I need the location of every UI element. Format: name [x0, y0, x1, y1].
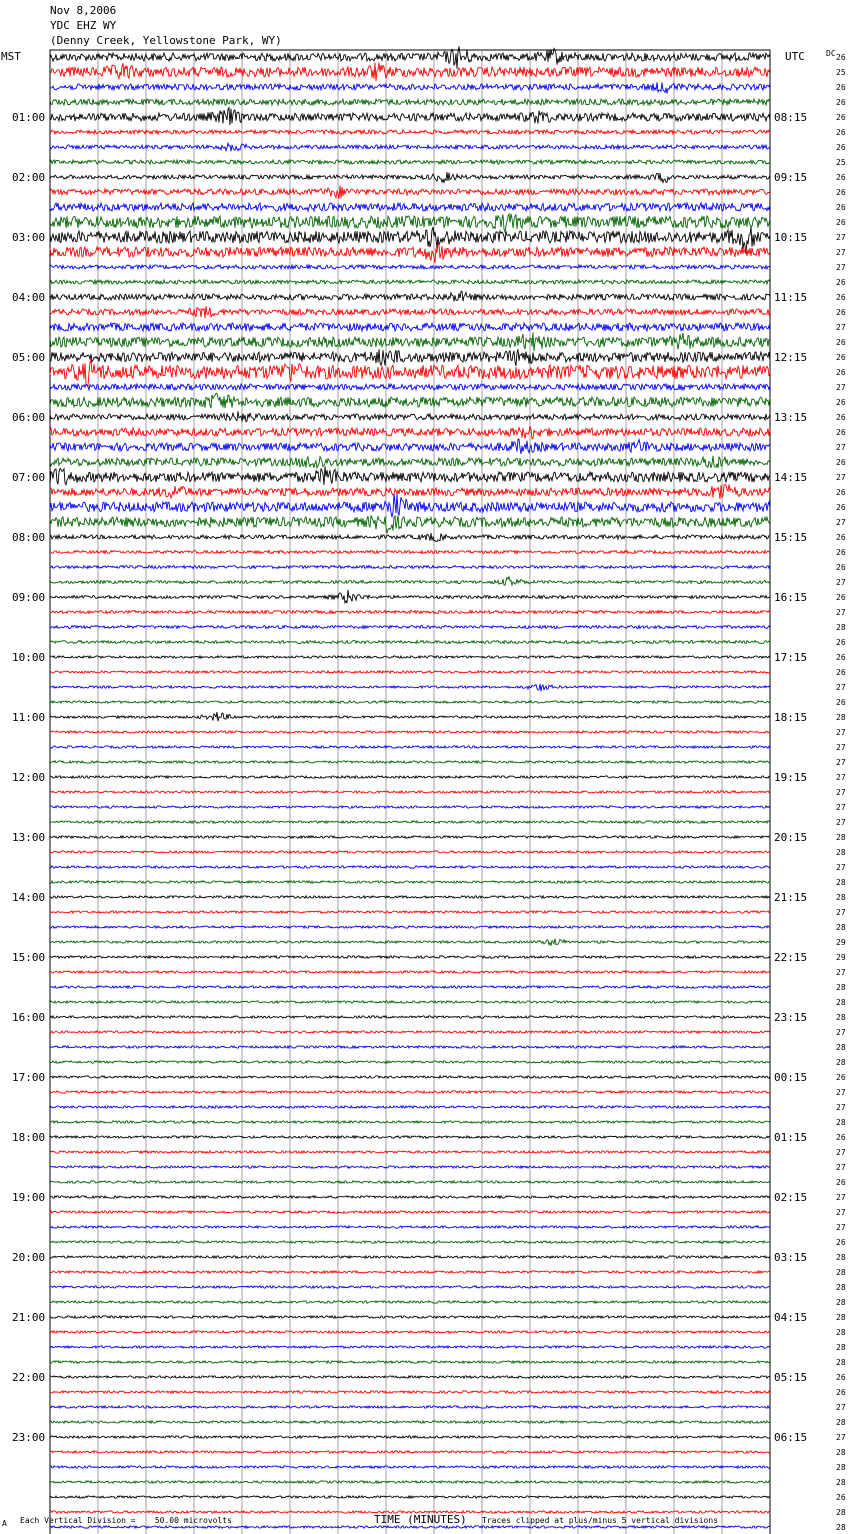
trace-line: [50, 986, 770, 988]
right-time-label: 03:15: [774, 1251, 808, 1264]
trace-line: [50, 1196, 770, 1198]
trace-line: [50, 203, 770, 211]
dc-offset-label: 26: [836, 1073, 846, 1082]
dc-offset-label: 28: [836, 1298, 846, 1307]
trace-line: [50, 99, 770, 105]
dc-offset-label: 27: [836, 608, 846, 617]
dc-offset-label: 27: [836, 683, 846, 692]
dc-offset-label: 28: [836, 1118, 846, 1127]
trace-line: [50, 1346, 770, 1348]
trace-line: [50, 866, 770, 868]
trace-line: [50, 265, 770, 269]
right-time-label: 01:15: [774, 1131, 808, 1144]
left-time-label: 03:00: [12, 231, 46, 244]
dc-offset-label: 26: [836, 458, 846, 467]
dc-offset-label: 27: [836, 818, 846, 827]
trace-line: [50, 332, 770, 351]
trace-line: [50, 1466, 770, 1468]
trace-line: [50, 384, 770, 390]
dc-offset-label: 28: [836, 1343, 846, 1352]
right-time-label: 14:15: [774, 471, 808, 484]
trace-line: [50, 1286, 770, 1288]
right-time-label: 20:15: [774, 831, 808, 844]
right-time-label: 00:15: [774, 1071, 808, 1084]
dc-offset-label: 26: [836, 218, 846, 227]
trace-line: [50, 1016, 770, 1018]
dc-offset-label: 27: [836, 1028, 846, 1037]
dc-offset-label: 27: [836, 788, 846, 797]
right-time-label: 04:15: [774, 1311, 808, 1324]
dc-offset-label: 26: [836, 368, 846, 377]
dc-offset-label: 27: [836, 908, 846, 917]
dc-offset-label: 26: [836, 653, 846, 662]
trace-line: [50, 1331, 770, 1333]
dc-offset-label: 26: [836, 1388, 846, 1397]
dc-offset-label: 28: [836, 848, 846, 857]
trace-line: [50, 1406, 770, 1408]
trace-line: [50, 1496, 770, 1498]
dc-offset-label: 27: [836, 233, 846, 242]
dc-offset-label: 27: [836, 578, 846, 587]
trace-line: [50, 393, 770, 408]
trace-line: [50, 1436, 770, 1438]
dc-offset-label: 26: [836, 548, 846, 557]
trace-line: [50, 712, 770, 721]
trace-line: [50, 1256, 770, 1258]
trace-line: [50, 1361, 770, 1363]
dc-offset-label: 27: [836, 443, 846, 452]
dc-offset-label: 26: [836, 428, 846, 437]
dc-offset-label: 28: [836, 833, 846, 842]
dc-offset-label: 29: [836, 938, 846, 947]
left-time-label: 11:00: [12, 711, 46, 724]
trace-line: [50, 731, 770, 733]
dc-offset-label: 26: [836, 143, 846, 152]
right-time-label: 16:15: [774, 591, 808, 604]
dc-offset-label: 28: [836, 1448, 846, 1457]
left-time-label: 21:00: [12, 1311, 46, 1324]
dc-offset-label: 26: [836, 188, 846, 197]
right-time-label: 13:15: [774, 411, 808, 424]
trace-line: [50, 821, 770, 823]
left-time-label: 13:00: [12, 831, 46, 844]
dc-offset-label: 26: [836, 1133, 846, 1142]
right-time-label: 22:15: [774, 951, 808, 964]
dc-offset-label: 27: [836, 263, 846, 272]
trace-line: [50, 1271, 770, 1273]
trace-line: [50, 484, 770, 499]
trace-line: [50, 551, 770, 554]
dc-offset-label: 26: [836, 413, 846, 422]
dc-offset-label: 26: [836, 1238, 846, 1247]
left-time-label: 14:00: [12, 891, 46, 904]
trace-line: [50, 360, 770, 386]
trace-line: [50, 439, 770, 454]
trace-line: [50, 1241, 770, 1243]
dc-offset-label: 27: [836, 758, 846, 767]
trace-line: [50, 426, 770, 439]
left-time-label: 06:00: [12, 411, 46, 424]
dc-offset-label: 26: [836, 173, 846, 182]
right-time-label: 21:15: [774, 891, 808, 904]
footer-mark: A: [2, 1519, 7, 1528]
dc-offset-label: 28: [836, 1523, 846, 1532]
trace-line: [50, 494, 770, 518]
trace-line: [50, 186, 770, 199]
dc-offset-label: 26: [836, 1493, 846, 1502]
dc-offset-label: 27: [836, 1433, 846, 1442]
dc-offset-label: 28: [836, 893, 846, 902]
right-time-label: 11:15: [774, 291, 808, 304]
trace-line: [50, 1106, 770, 1108]
trace-line: [50, 1376, 770, 1378]
trace-line: [50, 761, 770, 763]
dc-offset-label: 28: [836, 1043, 846, 1052]
dc-offset-label: 26: [836, 98, 846, 107]
trace-line: [50, 1076, 770, 1078]
trace-line: [50, 1421, 770, 1423]
dc-offset-label: 26: [836, 668, 846, 677]
dc-offset-label: 27: [836, 1193, 846, 1202]
dc-offset-label: 28: [836, 1268, 846, 1277]
left-time-label: 01:00: [12, 111, 46, 124]
dc-offset-label: 28: [836, 1478, 846, 1487]
trace-line: [50, 806, 770, 808]
dc-offset-label: 28: [836, 1463, 846, 1472]
trace-line: [50, 1481, 770, 1483]
right-time-label: 09:15: [774, 171, 808, 184]
dc-offset-label: 26: [836, 338, 846, 347]
dc-offset-label: 27: [836, 518, 846, 527]
trace-line: [50, 280, 770, 284]
date-label: Nov 8,2006: [50, 4, 117, 17]
trace-line: [50, 160, 770, 164]
trace-line: [50, 791, 770, 793]
trace-line: [50, 1451, 770, 1453]
dc-offset-label: 26: [836, 83, 846, 92]
trace-line: [50, 143, 770, 151]
x-axis-title: TIME (MINUTES): [374, 1513, 467, 1526]
left-time-label: 16:00: [12, 1011, 46, 1024]
dc-offset-label: 27: [836, 743, 846, 752]
trace-line: [50, 1136, 770, 1138]
dc-offset-label: 27: [836, 1163, 846, 1172]
left-time-label: 08:00: [12, 531, 46, 544]
dc-offset-label: 26: [836, 128, 846, 137]
dc-offset-label: 28: [836, 1253, 846, 1262]
left-timezone-label: MST: [1, 50, 21, 63]
dc-offset-label: 26: [836, 53, 846, 62]
dc-offset-label: 27: [836, 968, 846, 977]
trace-line: [50, 641, 770, 644]
dc-offset-label: 26: [836, 278, 846, 287]
trace-line: [50, 456, 770, 468]
dc-offset-label: 26: [836, 398, 846, 407]
dc-offset-label: 27: [836, 1103, 846, 1112]
trace-line: [50, 956, 770, 958]
dc-offset-label: 26: [836, 1373, 846, 1382]
trace-line: [50, 466, 770, 485]
trace-line: [50, 939, 770, 946]
dc-offset-label: 26: [836, 533, 846, 542]
trace-line: [50, 214, 770, 232]
dc-offset-label: 27: [836, 773, 846, 782]
left-time-label: 19:00: [12, 1191, 46, 1204]
trace-line: [50, 82, 770, 93]
trace-line: [50, 1391, 770, 1393]
left-time-label: 17:00: [12, 1071, 46, 1084]
left-time-label: 18:00: [12, 1131, 46, 1144]
trace-line: [50, 1166, 770, 1168]
trace-line: [50, 1151, 770, 1153]
trace-line: [50, 1031, 770, 1033]
left-time-label: 09:00: [12, 591, 46, 604]
trace-line: [50, 172, 770, 183]
dc-offset-label: 27: [836, 863, 846, 872]
trace-line: [50, 911, 770, 913]
dc-offset-label: 28: [836, 998, 846, 1007]
trace-line: [50, 926, 770, 928]
dc-offset-label: 27: [836, 803, 846, 812]
dc-offset-label: 27: [836, 323, 846, 332]
dc-offset-label: 26: [836, 593, 846, 602]
trace-line: [50, 1526, 770, 1528]
dc-offset-label: 27: [836, 1148, 846, 1157]
left-time-label: 12:00: [12, 771, 46, 784]
dc-offset-label: 26: [836, 293, 846, 302]
trace-line: [50, 611, 770, 614]
trace-line: [50, 836, 770, 838]
dc-offset-label: 28: [836, 1313, 846, 1322]
trace-line: [50, 896, 770, 898]
trace-line: [50, 63, 770, 82]
right-time-label: 17:15: [774, 651, 808, 664]
right-time-label: 05:15: [774, 1371, 808, 1384]
dc-offset-label: 28: [836, 923, 846, 932]
trace-line: [50, 1226, 770, 1228]
dc-offset-label: 27: [836, 473, 846, 482]
dc-offset-label: 26: [836, 308, 846, 317]
dc-offset-label: 25: [836, 68, 846, 77]
dc-offset-label: 28: [836, 878, 846, 887]
left-time-label: 04:00: [12, 291, 46, 304]
trace-line: [50, 1046, 770, 1048]
location-label: (Denny Creek, Yellowstone Park, WY): [50, 34, 282, 47]
dc-offset-header: DC: [826, 49, 836, 58]
dc-offset-label: 27: [836, 1208, 846, 1217]
left-time-label: 07:00: [12, 471, 46, 484]
trace-line: [50, 1211, 770, 1213]
dc-offset-label: 27: [836, 1223, 846, 1232]
trace-line: [50, 881, 770, 883]
station-label: YDC EHZ WY: [50, 19, 117, 32]
trace-line: [50, 566, 770, 569]
left-time-label: 22:00: [12, 1371, 46, 1384]
dc-offset-label: 26: [836, 563, 846, 572]
trace-line: [50, 516, 770, 534]
trace-line: [50, 411, 770, 422]
dc-offset-label: 26: [836, 638, 846, 647]
dc-offset-label: 27: [836, 1403, 846, 1412]
right-time-label: 02:15: [774, 1191, 808, 1204]
dc-offset-label: 26: [836, 503, 846, 512]
trace-line: [50, 671, 770, 673]
dc-offset-label: 27: [836, 1088, 846, 1097]
left-time-label: 23:00: [12, 1431, 46, 1444]
dc-offset-label: 28: [836, 713, 846, 722]
dc-offset-label: 26: [836, 203, 846, 212]
trace-line: [50, 244, 770, 264]
left-time-label: 20:00: [12, 1251, 46, 1264]
trace-line: [50, 291, 770, 301]
trace-line: [50, 746, 770, 748]
trace-line: [50, 701, 770, 703]
dc-offset-label: 26: [836, 1178, 846, 1187]
right-time-label: 23:15: [774, 1011, 808, 1024]
right-time-label: 12:15: [774, 351, 808, 364]
trace-line: [50, 656, 770, 658]
dc-offset-label: 28: [836, 1358, 846, 1367]
dc-offset-label: 26: [836, 113, 846, 122]
left-time-label: 02:00: [12, 171, 46, 184]
dc-offset-label: 28: [836, 1328, 846, 1337]
trace-line: [50, 1121, 770, 1123]
dc-offset-label: 27: [836, 248, 846, 257]
right-time-label: 15:15: [774, 531, 808, 544]
dc-offset-label: 26: [836, 488, 846, 497]
trace-line: [50, 851, 770, 853]
trace-line: [50, 108, 770, 125]
trace-line: [50, 226, 770, 253]
trace-line: [50, 1091, 770, 1093]
trace-line: [50, 1316, 770, 1318]
trace-line: [50, 1061, 770, 1063]
trace-line: [50, 626, 770, 629]
trace-line: [50, 130, 770, 134]
right-time-label: 06:15: [774, 1431, 808, 1444]
dc-offset-label: 28: [836, 1418, 846, 1427]
trace-line: [50, 776, 770, 778]
trace-line: [50, 684, 770, 691]
right-time-label: 10:15: [774, 231, 808, 244]
trace-line: [50, 349, 770, 366]
trace-line: [50, 323, 770, 331]
right-time-label: 08:15: [774, 111, 808, 124]
dc-offset-label: 26: [836, 698, 846, 707]
dc-offset-label: 27: [836, 383, 846, 392]
dc-offset-label: 29: [836, 953, 846, 962]
trace-line: [50, 306, 770, 318]
trace-line: [50, 590, 770, 603]
left-time-label: 10:00: [12, 651, 46, 664]
dc-offset-label: 28: [836, 623, 846, 632]
right-time-label: 19:15: [774, 771, 808, 784]
trace-line: [50, 1301, 770, 1303]
scale-note: Each Vertical Division = 50.00 microvolts: [20, 1516, 232, 1525]
trace-line: [50, 971, 770, 973]
trace-line: [50, 533, 770, 542]
trace-line: [50, 1181, 770, 1183]
trace-line: [50, 1001, 770, 1003]
dc-offset-label: 26: [836, 353, 846, 362]
left-time-label: 15:00: [12, 951, 46, 964]
trace-line: [50, 577, 770, 586]
right-timezone-label: UTC: [785, 50, 805, 63]
dc-offset-label: 28: [836, 1283, 846, 1292]
dc-offset-label: 28: [836, 983, 846, 992]
dc-offset-label: 28: [836, 1508, 846, 1517]
dc-offset-label: 27: [836, 728, 846, 737]
dc-offset-label: 25: [836, 158, 846, 167]
dc-offset-label: 28: [836, 1013, 846, 1022]
dc-offset-label: 28: [836, 1058, 846, 1067]
left-time-label: 05:00: [12, 351, 46, 364]
clip-note: Traces clipped at plus/minus 5 vertical divisions: [482, 1516, 719, 1525]
right-time-label: 18:15: [774, 711, 808, 724]
